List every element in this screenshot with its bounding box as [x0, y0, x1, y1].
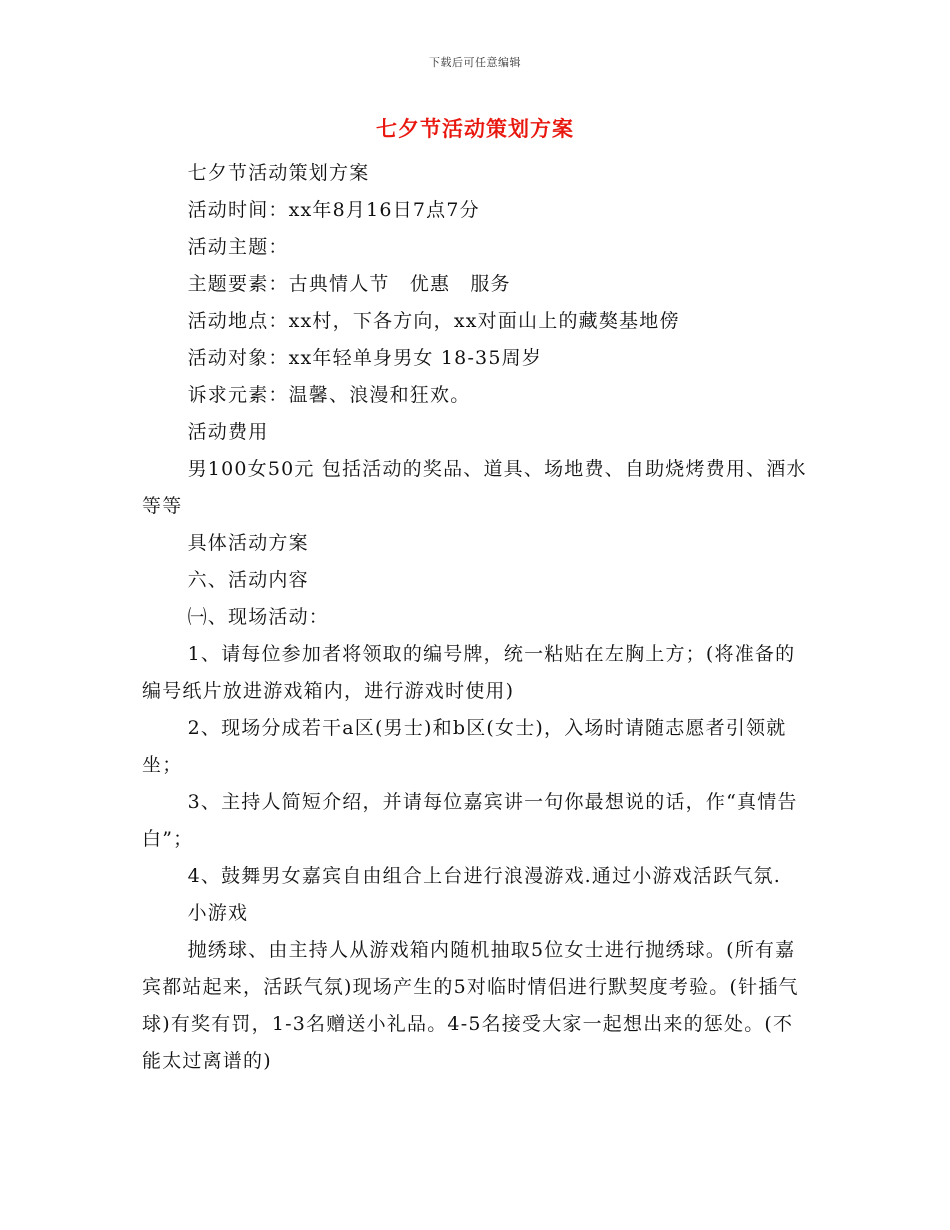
paragraph-activity-theme: 活动主题： — [187, 236, 289, 258]
paragraph-plan-heading: 具体活动方案 — [187, 532, 309, 554]
paragraph-activity-location: 活动地点：xx村，下各方向，xx对面山上的藏獒基地傍 — [187, 310, 680, 332]
paragraph-appeal-elements: 诉求元素：温馨、浪漫和狂欢。 — [187, 384, 471, 406]
paragraph-item-2: 2、现场分成若干a区(男士)和b区(女士)，入场时请随志愿者引领就坐； — [142, 717, 787, 776]
paragraph-item-4: 4、鼓舞男女嘉宾自由组合上台进行浪漫游戏.通过小游戏活跃气氛. — [187, 865, 781, 887]
paragraph-mini-games-heading: 小游戏 — [187, 902, 249, 924]
paragraph-item-3: 3、主持人简短介绍，并请每位嘉宾讲一句你最想说的话，作“真情告白”； — [142, 791, 798, 850]
paragraph-item-1: 1、请每位参加者将领取的编号牌，统一粘贴在左胸上方；(将准备的编号纸片放进游戏箱内，进行游戏时使用) — [142, 643, 796, 702]
document-body — [142, 155, 810, 1080]
paragraph-subtitle: 七夕节活动策划方案 — [187, 162, 370, 184]
paragraph-activity-audience: 活动对象：xx年轻单身男女 18-35周岁 — [187, 347, 543, 369]
paragraph-activity-time: 活动时间：xx年8月16日7点7分 — [187, 199, 480, 221]
header-note: 下载后可任意编辑 — [429, 56, 521, 69]
paragraph-theme-elements: 主题要素：古典情人节 优惠 服务 — [187, 273, 511, 295]
paragraph-activity-cost-heading: 活动费用 — [187, 421, 269, 443]
document-title: 七夕节活动策划方案 — [376, 116, 574, 141]
paragraph-activity-cost: 男100女50元 包括活动的奖品、道具、场地费、自助烧烤费用、酒水等等 — [142, 458, 807, 517]
paragraph-onsite-heading: ㈠、现场活动： — [187, 606, 329, 628]
paragraph-mini-games: 抛绣球、由主持人从游戏箱内随机抽取5位女士进行抛绣球。(所有嘉宾都站起来，活跃气氛)现场产生的5对临时情侣进行默契度考验。(针插气球)有奖有罚，1-3名赠送小礼品。4-5名接受大家一起想出来的惩处。(不能太过离谱的) — [142, 939, 799, 1072]
paragraph-content-heading: 六、活动内容 — [187, 569, 309, 591]
